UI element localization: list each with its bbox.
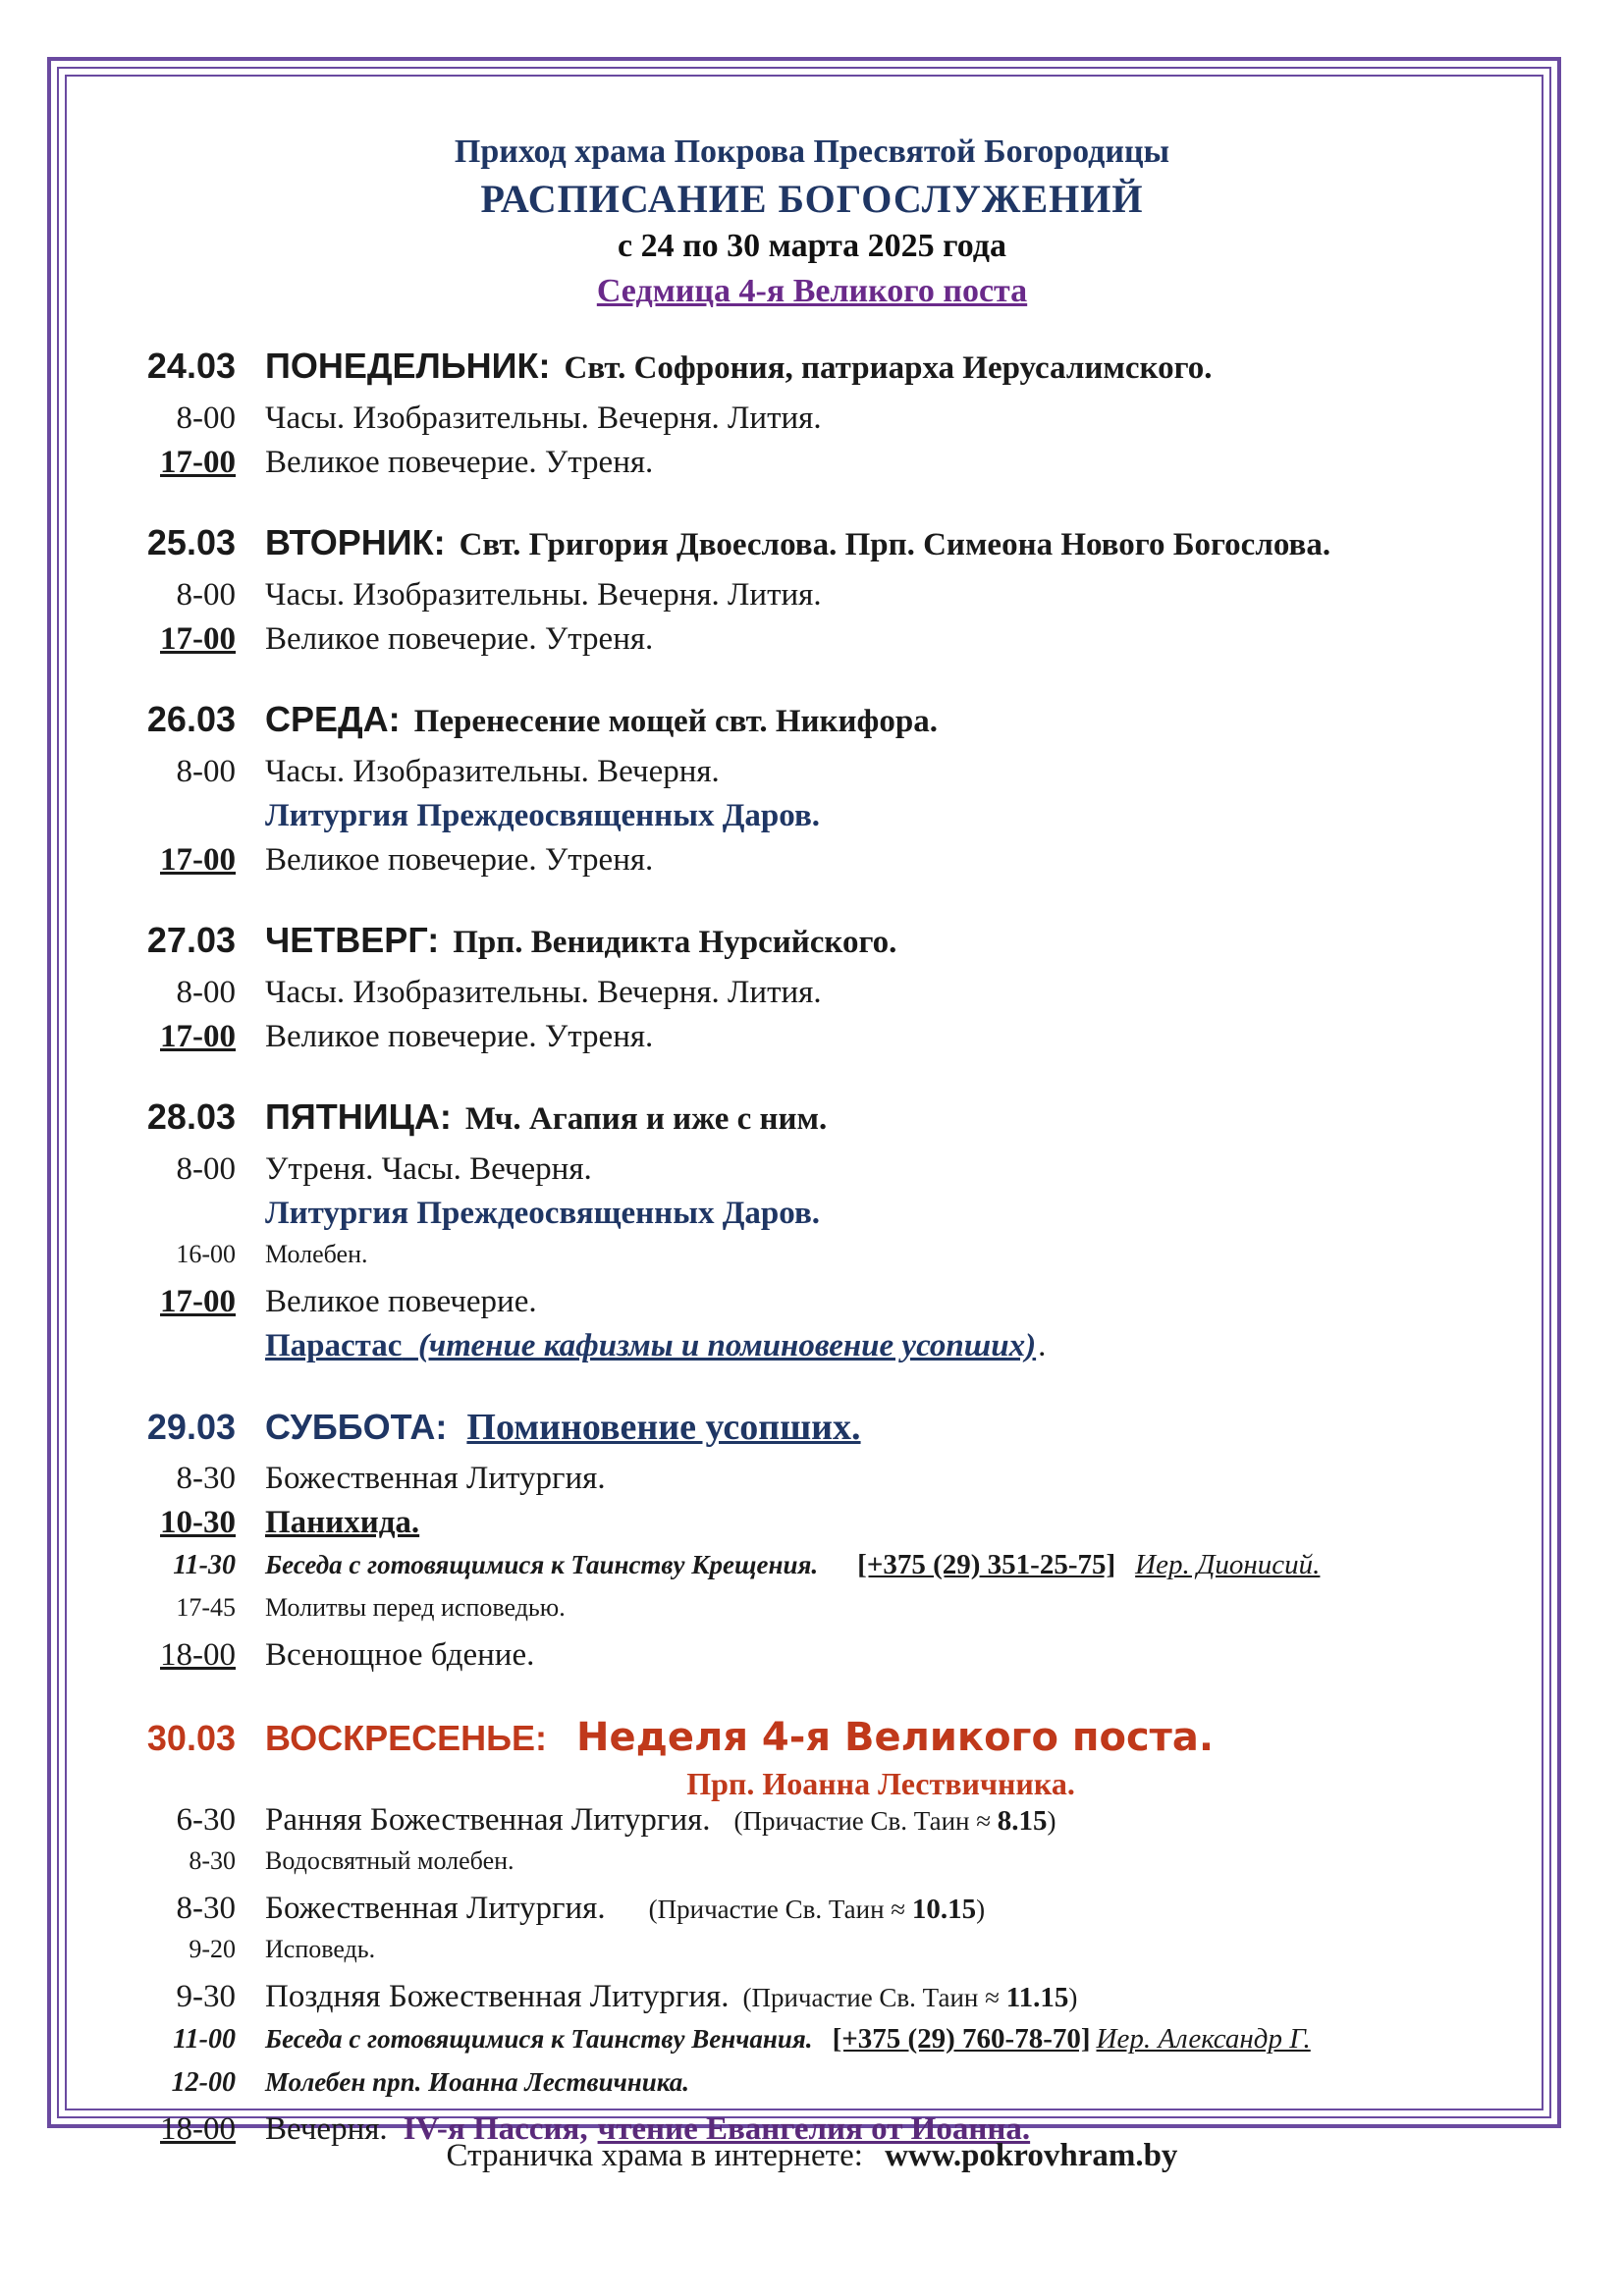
service-time: 16-00 [176,1240,236,1268]
service-row [0,1637,1624,1682]
service-row [0,1979,1624,2023]
week-name: Седмица 4-я Великого поста [596,273,1028,309]
service-row [0,1935,1624,1979]
service-text: Поздняя Божественная Литургия. [265,1979,730,2014]
service-row [0,1549,1624,1593]
day-weekday: ЧЕТВЕРГ: [265,920,440,960]
website-link[interactable]: www.pokrovhram.by [885,2138,1178,2173]
service-row [0,1846,1624,1891]
day-friday [0,1096,1624,1372]
day-saint: Неделя 4-я Великого поста. [575,1715,1215,1760]
service-text: Молебен прп. Иоанна Лествичника. [265,2067,690,2097]
day-saint: Мч. Агапия и иже с ним. [464,1101,828,1137]
service-time: 8-00 [176,577,236,613]
service-text: Великое повечерие. Утреня. [265,621,654,657]
day-sunday [0,1715,1624,2156]
service-row [0,1151,1624,1196]
day-date: 28.03 [146,1096,236,1137]
service-row [0,1505,1624,1549]
day-saturday [0,1406,1624,1682]
day-weekday: ПОНЕДЕЛЬНИК: [265,346,551,386]
service-row [0,754,1624,798]
service-text: Божественная Литургия. [265,1461,606,1496]
communion-note: (Причастие Св. Таин ≈ 11.15) [742,1982,1078,2013]
service-time: 8-30 [189,1846,236,1875]
service-row [0,445,1624,489]
day-date: 25.03 [146,522,236,562]
service-row [0,1891,1624,1935]
service-time: 6-30 [176,1802,236,1838]
service-row [0,798,1624,842]
day-saint: Поминовение усопших. [466,1407,861,1448]
service-row [0,1802,1624,1846]
day-subtitle: Прп. Иоанна Лествичника. [686,1766,1075,1801]
service-text: Великое повечерие. Утреня. [265,445,654,480]
service-text: Часы. Изобразительны. Вечерня. Лития. [265,975,822,1010]
service-text: Литургия Преждеосвященных Даров. [265,1196,821,1231]
service-row [0,1240,1624,1284]
parastas-label: Парастас [265,1328,403,1363]
service-text: Часы. Изобразительны. Вечерня. [265,754,720,789]
day-weekday: ВТОРНИК: [265,522,446,562]
service-row [0,1461,1624,1505]
service-time: 8-00 [176,400,236,436]
service-time: 12-00 [171,2067,236,2098]
day-date: 29.03 [146,1407,236,1447]
service-text: Часы. Изобразительны. Вечерня. Лития. [265,400,822,436]
service-row: Парастас (чтение кафизмы и поминовение усопших) . [265,1328,1047,1363]
day-tuesday [0,522,1624,666]
day-weekday: ВОСКРЕСЕНЬЕ: [265,1718,547,1758]
communion-note: (Причастие Св. Таин ≈ 8.15) [733,1805,1056,1837]
day-date: 30.03 [146,1718,236,1758]
contact-phone[interactable]: [+375 (29) 760-78-70] [832,2023,1091,2055]
service-row [0,2023,1624,2067]
service-time: 11-00 [173,2024,236,2055]
day-monday [0,346,1624,489]
priest-name: Иер. Александр Г. [1096,2023,1311,2055]
service-row [0,621,1624,666]
service-text: Молитвы перед исповедью. [265,1593,566,1622]
day-weekday: ПЯТНИЦА: [265,1096,452,1137]
day-date: 27.03 [146,920,236,960]
service-time: 18-00 [160,2111,236,2147]
service-text: Панихида. [265,1505,420,1540]
service-text: Молебен. [265,1240,368,1268]
service-time: 8-30 [176,1891,236,1926]
footer [0,2138,1624,2174]
service-time: 9-30 [176,1979,236,2014]
service-row [0,1196,1624,1240]
service-time: 8-00 [176,1151,236,1187]
service-text: Божественная Литургия. [265,1891,606,1926]
service-row [0,577,1624,621]
service-time: 17-00 [160,1284,236,1319]
service-row [0,1019,1624,1063]
day-date: 24.03 [146,346,236,386]
day-saint: Свт. Софрония, патриарха Иерусалимского. [564,350,1213,386]
day-date: 26.03 [146,699,236,739]
service-text: Литургия Преждеосвященных Даров. [265,798,821,833]
service-text: Всенощное бдение. [265,1637,535,1673]
service-text: Великое повечерие. Утреня. [265,1019,654,1054]
service-row [0,2067,1624,2111]
footer-label: Страничка храма в интернете: [446,2138,863,2173]
service-text: Часы. Изобразительны. Вечерня. Лития. [265,577,822,613]
service-text: Беседа с готовящимися к Таинству Крещения. [265,1550,819,1579]
service-row [0,1593,1624,1637]
service-time: 8-00 [176,754,236,789]
date-range: с 24 по 30 марта 2025 года [618,228,1006,264]
service-text: Водосвятный молебен. [265,1846,514,1875]
day-saint: Свт. Григория Двоеслова. Прп. Симеона Нового Богослова. [459,527,1331,562]
priest-name: Иер. Дионисий. [1135,1549,1321,1580]
gospel-reading: чтение Евангелия от Иоанна. [597,2111,1031,2147]
schedule-list [0,346,1624,2189]
passion-label: IV-я Пассия, [403,2111,588,2147]
service-time: 17-45 [176,1593,236,1622]
service-row [0,842,1624,886]
service-text: Великое повечерие. [265,1284,537,1319]
service-time: 10-30 [160,1505,236,1540]
day-wednesday [0,699,1624,886]
service-time: 9-20 [189,1935,236,1963]
parastas-note: (чтение кафизмы и поминовение усопших) [417,1328,1037,1363]
service-time: 8-30 [176,1461,236,1496]
parish-name: Приход храма Покрова Пресвятой Богородицы [454,133,1170,170]
service-text: Утреня. Часы. Вечерня. [265,1151,592,1187]
service-text: Беседа с готовящимися к Таинству Венчания. [265,2024,813,2054]
service-text: Вечерня. [265,2111,388,2147]
service-time: 17-00 [160,1019,236,1054]
communion-note: (Причастие Св. Таин ≈ 10.15) [648,1894,986,1925]
service-text: Ранняя Божественная Литургия. [265,1802,711,1838]
page-title: РАСПИСАНИЕ БОГОСЛУЖЕНИЙ [480,177,1144,221]
day-thursday [0,920,1624,1063]
day-weekday: СРЕДА: [265,699,401,739]
day-saint: Прп. Венидикта Нурсийского. [453,925,897,960]
service-row [0,975,1624,1019]
service-text: Великое повечерие. Утреня. [265,842,654,878]
schedule-header [0,130,1624,314]
contact-phone[interactable]: [+375 (29) 351-25-75] [857,1549,1116,1580]
service-text [265,1328,1036,1364]
day-saint: Перенесение мощей свт. Никифора. [413,704,938,739]
service-text: Исповедь. [265,1935,376,1963]
service-time: 17-00 [160,842,236,878]
service-row [0,400,1624,445]
service-time: 11-30 [173,1550,236,1580]
service-time: 18-00 [160,1637,236,1673]
service-time: 17-00 [160,445,236,480]
service-time: 8-00 [176,975,236,1010]
day-weekday: СУББОТА: [265,1407,448,1447]
service-row [0,1284,1624,1328]
service-time: 17-00 [160,621,236,657]
